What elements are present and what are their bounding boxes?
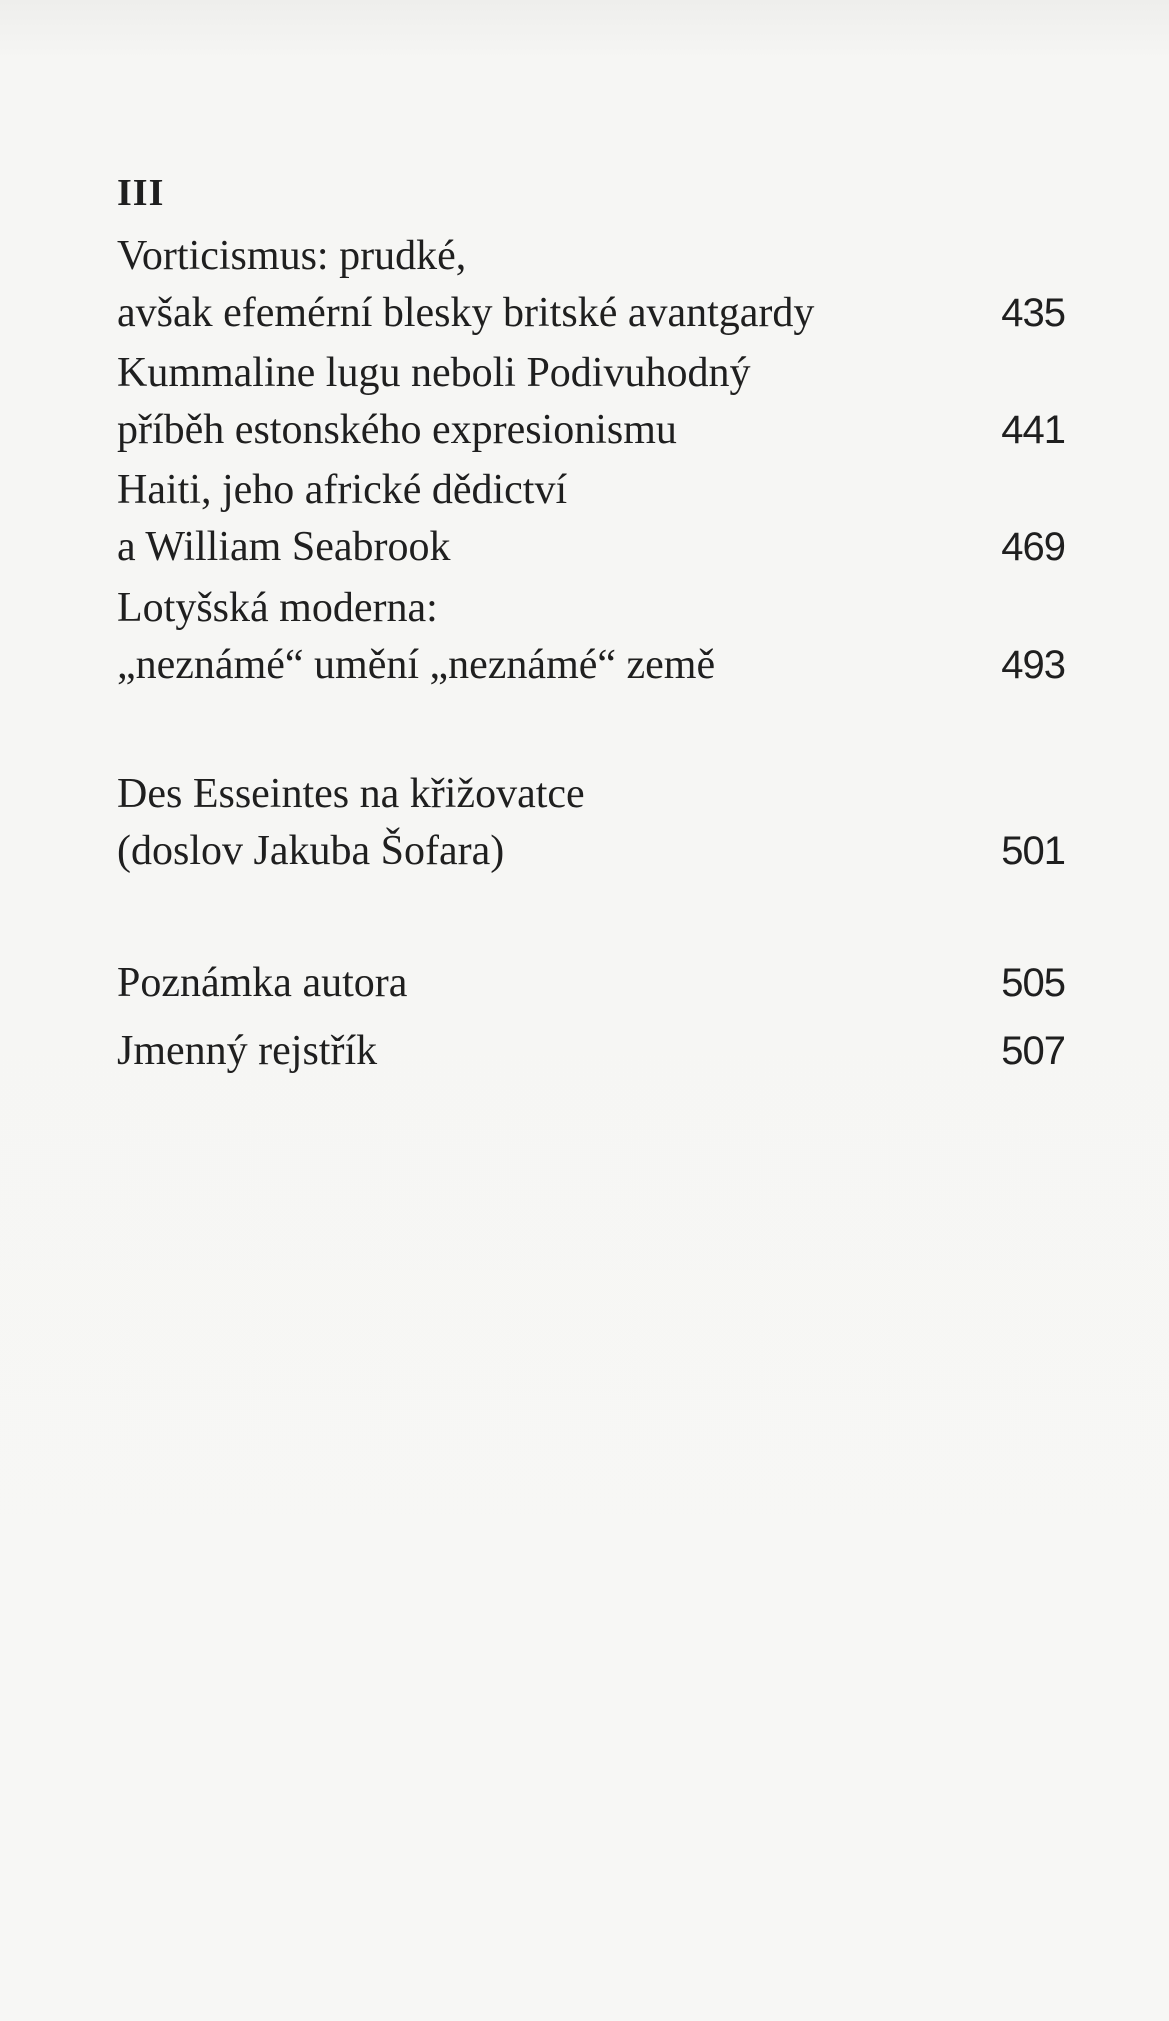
toc-entry-title-line: „neznámé“ umění „neznámé“ země: [117, 642, 716, 688]
toc-entry-title-line: Haiti, jeho africké dědictví: [117, 467, 568, 513]
toc-entry: [117, 580, 1065, 694]
toc-entry-title-line: Kummaline lugu neboli Podivuhodný: [117, 350, 751, 396]
toc-entry: [117, 766, 1065, 880]
toc-entry: [117, 1023, 1065, 1080]
toc-entry-title-line: avšak efemérní blesky britské avantgardy: [117, 290, 815, 336]
toc-entry: [117, 955, 1065, 1012]
toc-entry-title-line: Lotyšská moderna:: [117, 585, 438, 631]
toc-entry-page-number: 435: [1001, 291, 1065, 335]
toc-entry-page-number: 441: [1001, 408, 1065, 452]
toc-entry-title-line: Poznámka autora: [117, 960, 408, 1006]
toc-entry-title-line: Vorticismus: prudké,: [117, 233, 467, 279]
toc-entry-title-line: a William Seabrook: [117, 524, 451, 570]
toc-entry-page-number: 507: [1001, 1029, 1065, 1073]
toc-entry-title-line: příběh estonského expresionismu: [117, 407, 677, 453]
toc-entry-title-line: Des Esseintes na křižovatce: [117, 771, 585, 817]
toc-entry: [117, 345, 1065, 459]
toc-entry-page-number: 493: [1001, 643, 1065, 687]
section-heading: III: [117, 172, 165, 214]
toc-entry-title-line: (doslov Jakuba Šofara): [117, 828, 505, 874]
toc-entry: [117, 462, 1065, 576]
toc-entry-title-line: Jmenný rejstřík: [117, 1028, 378, 1074]
toc-entry: [117, 228, 1065, 342]
toc-entry-page-number: 501: [1001, 829, 1065, 873]
toc-entry-page-number: 505: [1001, 961, 1065, 1005]
toc-entry-page-number: 469: [1001, 525, 1065, 569]
